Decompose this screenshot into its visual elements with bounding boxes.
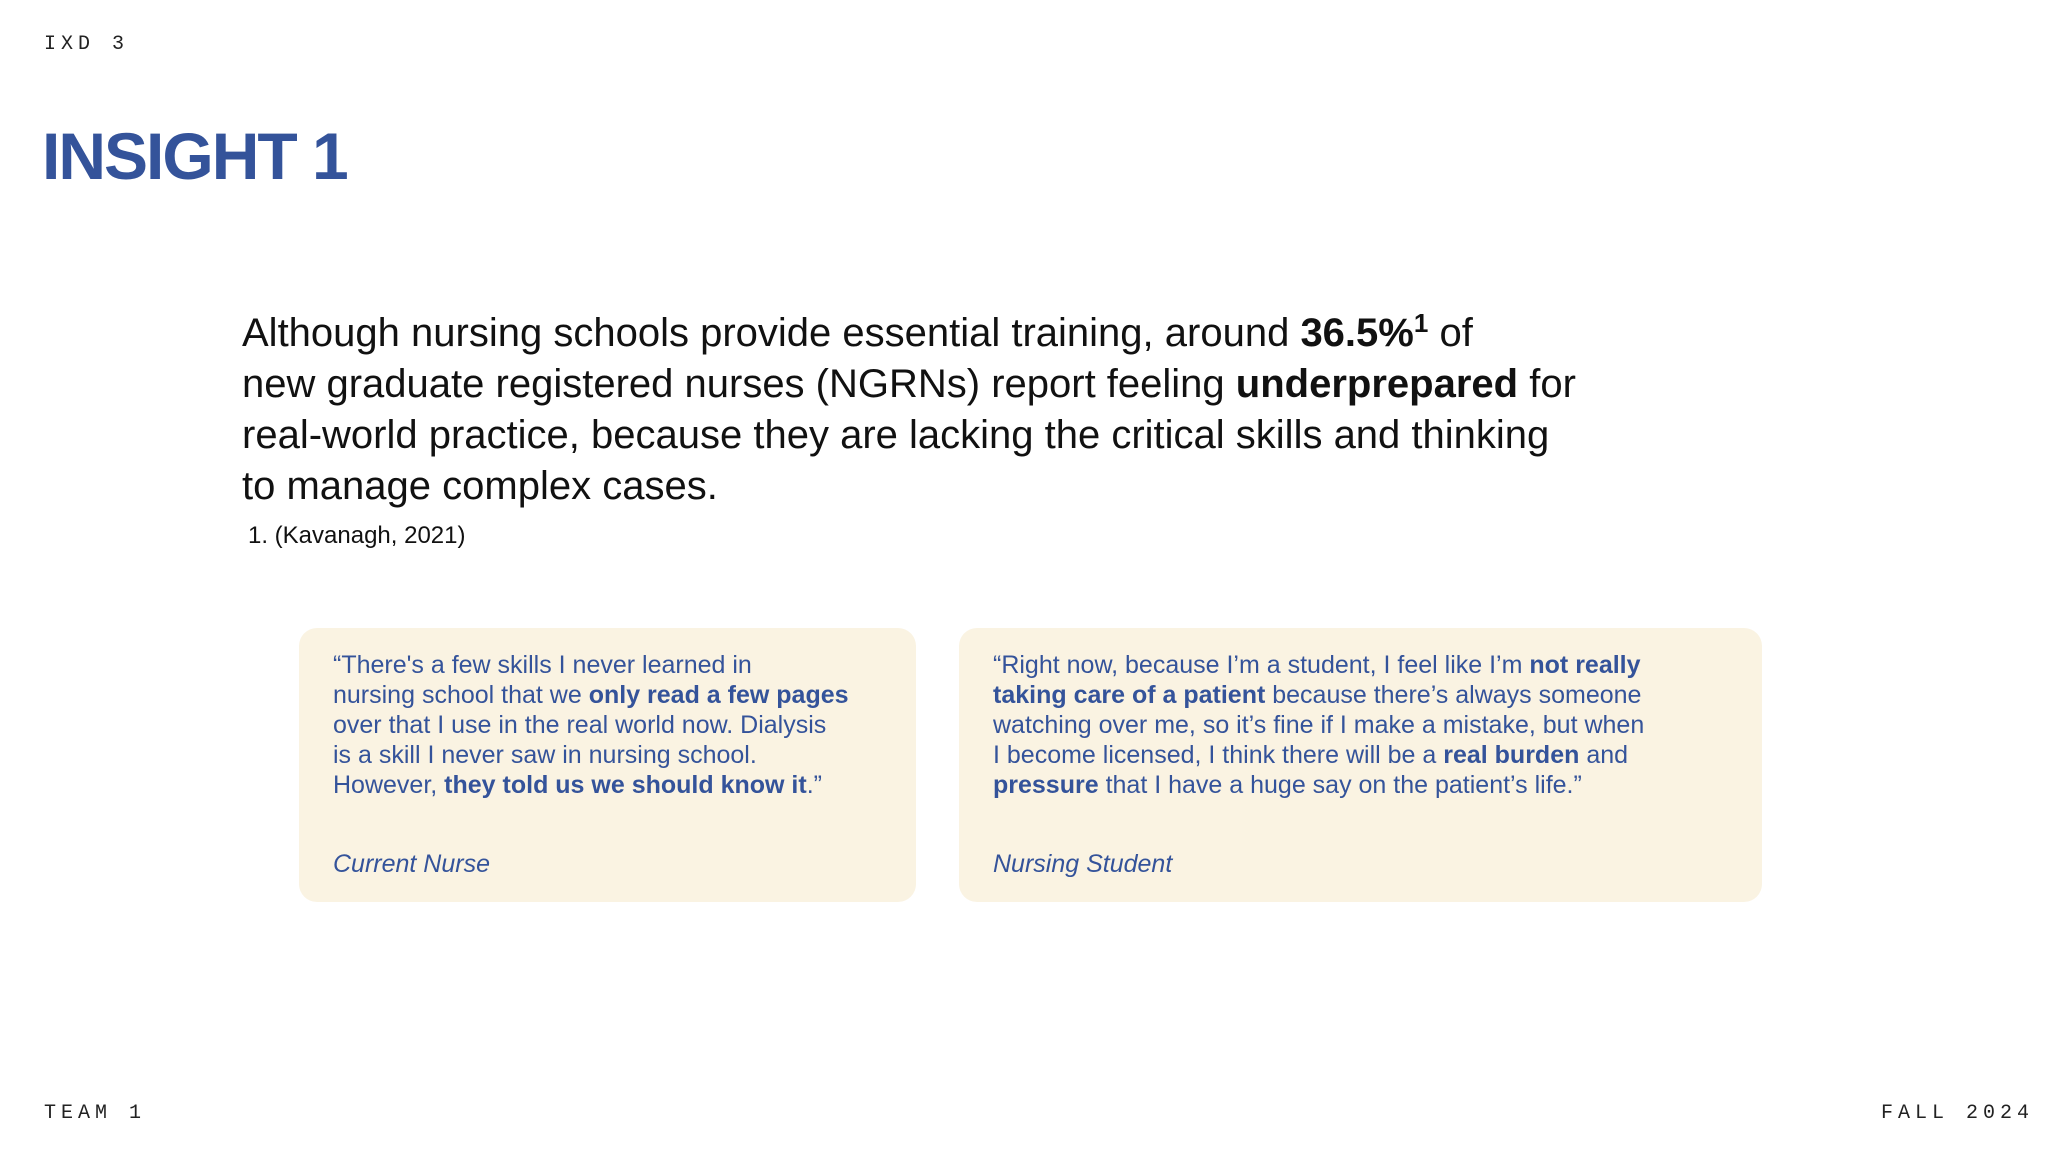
quote-attribution: Nursing Student [993,850,1173,878]
statement-line: new graduate registered nurses (NGRNs) report feeling underprepared for [242,362,1576,406]
footnote-citation: 1. (Kavanagh, 2021) [248,522,466,549]
team-label: TEAM 1 [44,1102,147,1125]
quote-card-nursing-student [959,628,1762,902]
quote-attribution: Current Nurse [333,850,490,878]
insight-statement [242,308,1842,512]
statement-line: to manage complex cases. [242,464,718,508]
statement-line: Although nursing schools provide essential training, around 36.5%$^1$ of [242,308,1473,355]
statement-line: real-world practice, because they are lacking the critical skills and thinking [242,413,1550,457]
quote-card-current-nurse [299,628,916,902]
course-label: IXD 3 [44,33,130,56]
quote-text: “Right now, because I’m a student, I feel like I’m not really taking care of a patient because there’s always someone watching over me, so it’s fine if I make a mistake, but when I become licensed, I think there will be a real burden and pressure that I have a huge say on the patient’s life.” [993,651,1645,799]
page-title: INSIGHT 1 [42,119,347,193]
term-label: FALL 2024 [1880,1102,2034,1125]
quote-text: “There's a few skills I never learned in nursing school that we only read a few pages over that I use in the real world now. Dialysis is a skill I never saw in nursing school. However, they told us we should know it.” [333,651,849,799]
